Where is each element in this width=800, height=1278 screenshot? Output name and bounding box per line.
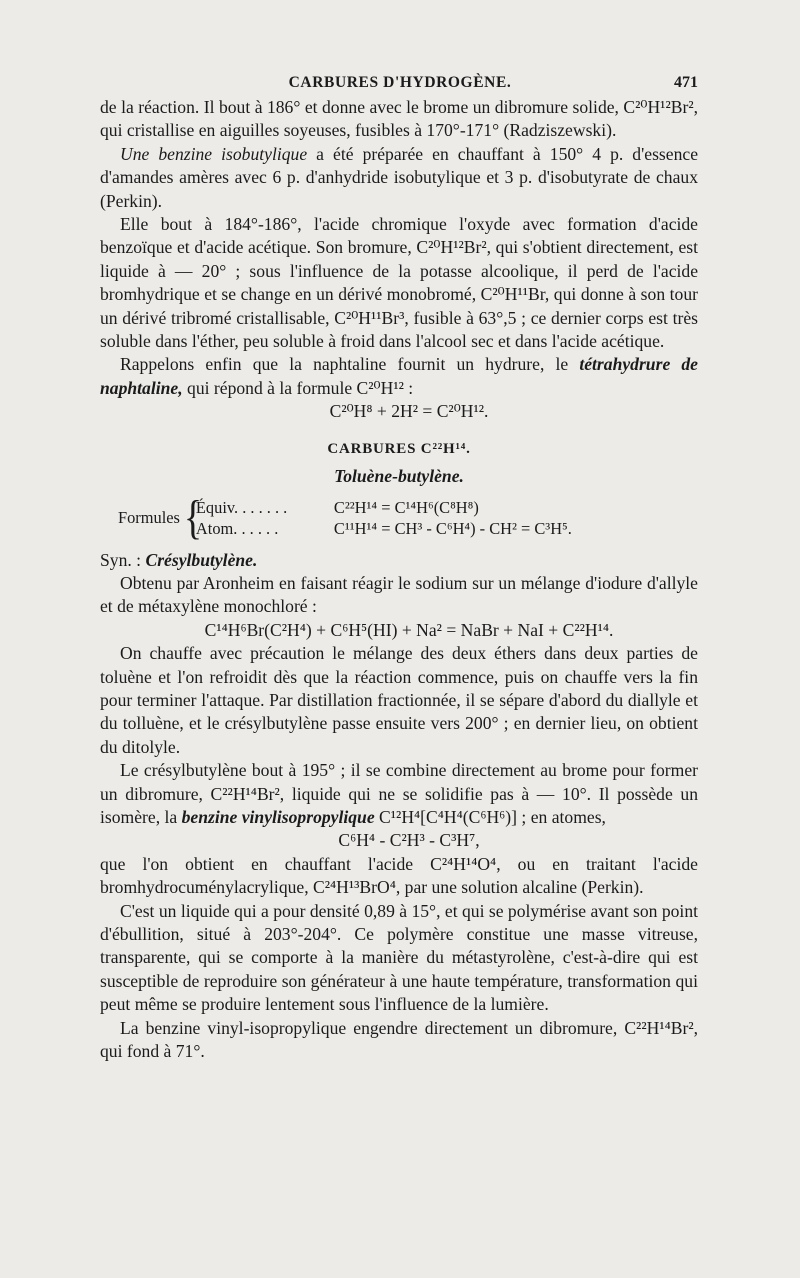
equation-naphthalene: C²⁰H⁸ + 2H² = C²⁰H¹². bbox=[329, 401, 489, 422]
formula-key: Équiv. . . . . . . bbox=[195, 497, 288, 517]
paragraph-naphthalene-post: qui répond à la formule C²⁰H¹² : bbox=[182, 377, 414, 398]
paragraph-boiling-point: Elle bout à 184°-186°, l'acide chromique l'oxyde avec formation d'acide benzoïque et d'acide acétique. Son bromure, C²⁰H¹²Br², qui s'obtient directement, est liquide à — 20° ; sous l'influence de la potasse alcoolique, il perd de l'acide bromhydrique et se change en un dérivé monobromé, C²⁰H¹¹Br, qui donne à son tour un dérivé tribromé cristallisable, C²⁰H¹¹Br³, fusible à 63°,5 ; ce dernier corps est très soluble dans l'éther, peu soluble à froid dans l'alcool sec et dans l'acide acétique. bbox=[100, 214, 698, 352]
term-tetrahydrure: tétrahydrure de naphtaline, bbox=[100, 354, 698, 398]
formulas-label: Formules bbox=[118, 507, 180, 527]
paragraph-isobutyl-benzene-text: a été préparée en chauffant à 150° 4 p. d'essence d'amandes amères avec 6 p. d'anhydride isobutylique et 3 p. d'isobutyrate de chaux (Perkin). bbox=[100, 143, 698, 211]
paragraph-properties-pre: Le crésylbutylène bout à 195° ; il se combine directement au brome pour former un dibromure, C²²H¹⁴Br², liquide qui ne se solidifie pas à — 10°. Il possède un isomère, la bbox=[100, 760, 698, 827]
formula-key: Atom. . . . . . bbox=[195, 518, 279, 538]
running-title: CARBURES D'HYDROGÈNE. bbox=[288, 74, 512, 91]
paragraph-perkin: que l'on obtient en chauffant l'acide C²⁴H¹⁴O⁴, ou en traitant l'acide bromhydrocuménylacrylique, C²⁴H¹³BrO⁴, par une solution alcaline (Perkin). bbox=[100, 853, 698, 898]
paragraph-preparation: Obtenu par Aronheim en faisant réagir le sodium sur un mélange d'iodure d'allyle et de métaxylène monochloré : bbox=[100, 572, 698, 617]
paragraph-isobutyl-benzene bbox=[100, 143, 698, 213]
page-header bbox=[0, 74, 800, 98]
paragraph-naphthalene bbox=[100, 353, 698, 400]
paragraph-dibromide: La benzine vinyl-isopropylique engendre directement un dibromure, C²²H¹⁴Br², qui fond à 71°. bbox=[100, 1017, 698, 1062]
term-vinylisopropyl-benzene: benzine vinylisopropylique bbox=[181, 806, 375, 827]
paragraph-properties bbox=[100, 759, 698, 829]
synonym-name: Crésylbutylène. bbox=[145, 549, 258, 570]
equation-atoms: C⁶H⁴ - C²H³ - C³H⁷, bbox=[338, 830, 480, 851]
paragraph-naphthalene-pre: Rappelons enfin que la naphtaline fournit un hydrure, le bbox=[120, 354, 580, 375]
brace-glyph: { bbox=[183, 491, 203, 544]
paragraph-procedure: On chauffe avec précaution le mélange des deux éthers dans deux parties de toluène et l'on refroidit dès que la réaction commence, puis on chauffe vers la fin pour terminer l'attaque. Par distillation fractionnée, il se sépare d'abord du diallyle et du tolluène, et le crésylbutylène passe ensuite vers 200° ; en dernier lieu, on obtient du ditolyle. bbox=[100, 643, 698, 757]
formula-row-equiv bbox=[196, 497, 572, 518]
formula-value: C²²H¹⁴ = C¹⁴H⁶(C⁸H⁸) bbox=[333, 497, 479, 517]
section-subheading: Toluène-butylène. bbox=[334, 466, 464, 487]
synonym-line bbox=[100, 549, 698, 572]
formulas-block bbox=[118, 491, 698, 544]
formulas-rows bbox=[196, 497, 572, 539]
term-isobutyl-benzene: Une benzine isobutylique bbox=[120, 143, 308, 164]
equation-synthesis: C¹⁴H⁶Br(C²H⁴) + C⁶H⁵(HI) + Na² = NaBr + NaI + C²²H¹⁴. bbox=[204, 619, 614, 640]
synonym-prefix: Syn. : bbox=[100, 549, 146, 570]
page-number: 471 bbox=[674, 74, 698, 91]
paragraph-continuation: de la réaction. Il bout à 186° et donne avec le brome un dibromure solide, C²⁰H¹²Br², qui cristallise en aiguilles soyeuses, fusibles à 170°-171° (Radziszewski). bbox=[100, 97, 698, 141]
formula-row-atom bbox=[196, 518, 572, 539]
paragraph-density: C'est un liquide qui a pour densité 0,89 à 15°, et qui se polymérise avant son point d'ébullition, situé à 203°-204°. Ce polymère constitue une masse vitreuse, transparente, qui se comporte à la manière du métastyrolène, c'est-à-dire qui est susceptible de reproduire son générateur à une haute température, transformation qui peut même se produire lentement sous l'influence de la lumière. bbox=[100, 900, 698, 1015]
section-heading: CARBURES C²²H¹⁴. bbox=[327, 440, 471, 457]
formula-value: C¹¹H¹⁴ = CH³ - C⁶H⁴) - CH² = C³H⁵. bbox=[333, 518, 572, 538]
paragraph-properties-post: C¹²H⁴[C⁴H⁴(C⁶H⁶)] ; en atomes, bbox=[374, 806, 606, 827]
page-body bbox=[100, 96, 698, 1063]
